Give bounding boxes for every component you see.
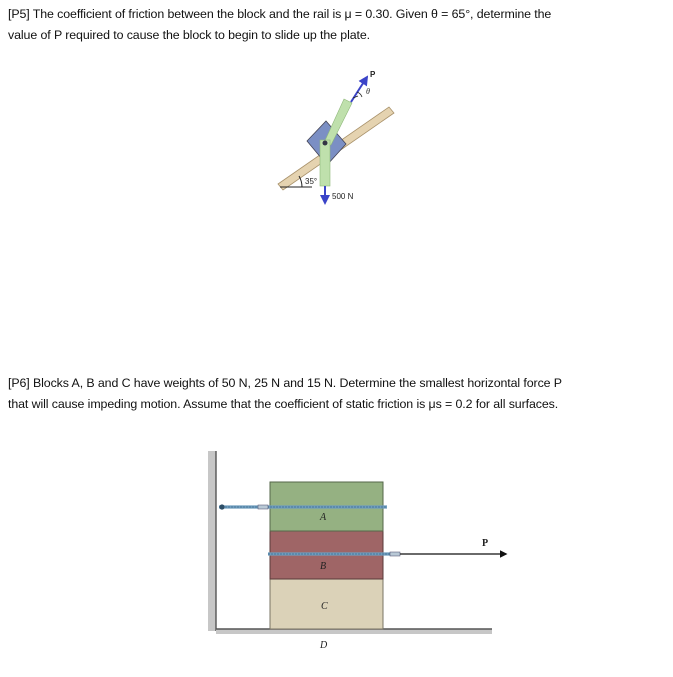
problem-6-text — [8, 373, 668, 415]
label-a: A — [320, 512, 327, 523]
label-b: B — [320, 561, 327, 572]
force-p-label: P — [370, 70, 376, 79]
pin-joint — [323, 141, 328, 146]
incline-figure — [278, 70, 394, 203]
label-c: C — [321, 601, 328, 612]
theta-label: θ — [366, 87, 370, 96]
stacked-blocks-figure — [208, 451, 506, 651]
problem-5-line-1: [P5] The coefficient of friction between the block and the rail is μ = 0.30. Given θ = 65°, determine the — [8, 7, 552, 21]
wall — [208, 451, 216, 631]
incline-angle-label: 35° — [305, 177, 318, 186]
problem-6-line-1: [P6] Blocks A, B and C have weights of 50 N, 25 N and 15 N. Determine the smallest horizontal force P — [8, 376, 562, 390]
rope-anchor — [219, 504, 224, 509]
label-d: D — [320, 640, 328, 651]
problem-5-line-2: value of P required to cause the block to begin to slide up the plate. — [8, 28, 370, 42]
floor — [216, 629, 492, 634]
label-p: P — [482, 538, 489, 549]
weight-hanger — [320, 140, 330, 186]
weight-label: 500 N — [332, 192, 354, 201]
rope-clamp-b — [390, 552, 400, 556]
rope-clamp-a — [258, 505, 268, 509]
problem-6-line-2: that will cause impeding motion. Assume that the coefficient of static friction is μs = 0.2 for all surfaces. — [8, 397, 559, 411]
